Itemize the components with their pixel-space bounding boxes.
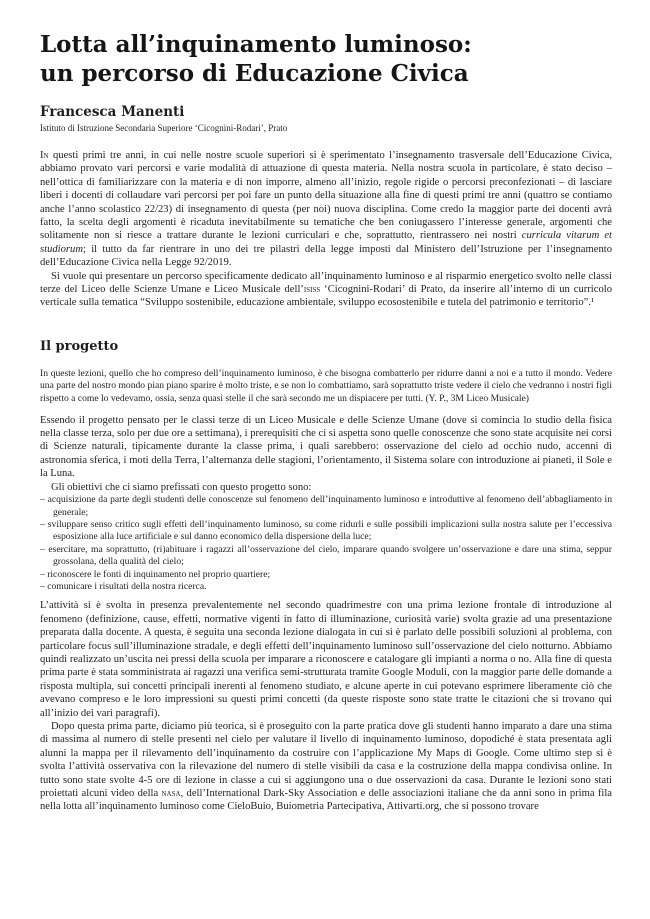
- section-heading: Il progetto: [40, 338, 119, 354]
- intro-p1-text-a: questi primi tre anni, in cui nelle nostre scuole superiori si è sperimentato l’insegnamento trasversale dell’Educazione Civica, abbiamo provato vari percorsi e varie modalità di attuazione di questa materia. Nella nostra scuola in particolare, è stato deciso – nell’ottica di familiarizzare con la materia e di non imporre, almeno all’inizio, regole rigide o percorsi preconfezionati – di lasciare liberi i docenti di collaudare vari percorsi per poi fare un punto della situazione alla fine di questi primi tre anni (quattro se contiamo anche l’anno scolastico 22/23) di insegnamento di questa (per noi) nuova disciplina. Come credo la maggior parte dei docenti avrà fatto, la scelta degli argomenti è ricaduta inevitabilmente su tematiche che ben coniugassero l’interesse generale, argomenti che solitamente non si riesce a trattare durante le lezioni curriculari e che, soprattutto, rientrassero nei nostri: [40, 150, 612, 242]
- section-p6-text-a: Dopo questa prima parte, diciamo più teorica, si è proseguito con la parte pratica dove gli studenti hanno imparato a dare una stima di massima al numero di stelle presenti nel cielo per valutare il livello di inquinamento luminoso, dopodiché è stata presentata agli alunni la mappa per il rilevamento dell’inquinamento da costruire con l’applicazione My Maps di Google. Come ultimo step si è svolta l’attività osservativa con la rilevazione del numero di stelle visibili da casa e la costruzione della mappa condivisa online. In tutto sono state svolte 4-5 ore di lezione in classe a cui si aggiungono una o due osservazioni da casa. Durante le lezioni sono stati proiettati alcuni video della: [40, 721, 612, 800]
- intro-paragraph-2: [40, 270, 612, 310]
- article-title-line2: un percorso di Educazione Civica: [40, 60, 469, 87]
- student-quote: [40, 368, 612, 406]
- intro-p1-text-b: ; il tutto da far rientrare in uno dei tre pilastri della legge imposti dal Ministero dell’Istruzione per l’insegnamento dell’Educazione Civica nella Legge 92/2019.: [40, 243, 612, 269]
- section-paragraph-5: L’attività si è svolta in presenza prevalentemente nel secondo quadrimestre con una prima lezione frontale di introduzione al fenomeno (definizione, cause, effetti, normative vigenti in fatto di illuminazione, curiosità varie) svolta grazie ad una presentazione preparata dalla docente. A questa, è seguita una seconda lezione dialogata in cui si è parlato delle possibili soluzioni al problema, con particolare focus sull’illuminazione stradale, e degli effetti dell’inquinamento luminoso sull’osservazione del cielo notturno. Abbiamo quindi realizzato un’uscita nei pressi della scuola per imparare a riconoscere e catalogare gli impianti a norma o no. Alla fine di questa prima parte è stata somministrata ai ragazzi una verifica semi-strutturata tramite Google Moduli, con la maggior parte delle domande a risposta multipla, sui concetti principali inerenti al fenomeno studiato, e alcune aperte in cui potevano esprimere liberamente ciò che avevano compreso e le loro impressioni su questi primi concetti (da queste risposte sono state tratte le citazioni che si trovano qui all’inizio dei vari paragrafi).: [40, 600, 612, 719]
- section-p6-text-b: , dell’International Dark-Sky Association e delle associazioni italiane che da anni sono in prima fila nella lotta all’inquinamento luminoso come CieloBuio, Buiometria Partecipativa, Attivarti.org, che si possono trovare: [40, 788, 612, 813]
- intro-section: [40, 149, 612, 310]
- section-paragraph-4: Gli obiettivi che ci siamo prefissati con questo progetto sono:: [51, 481, 312, 493]
- section-paragraph-3: Essendo il progetto pensato per le classi terze di un Liceo Musicale e delle Scienze Umane (dove si comincia lo studio della fisica nella classe terza, solo per due ore a settimana), i prerequisiti che ci si aspetta sono quelle conoscenze che sono state acquisite nei corsi di Scienze naturali, tipicamente durante la classe prima, i quali sarebbero: osservazione del cielo ad occhio nudo, accenni di astronomia sferica, i moti della Terra, l’alternanza delle stagioni, l’orientamento, il Sistema solare con introduzione ai pianeti, il Sole e la Luna.: [40, 414, 612, 480]
- intro-p2-text-b: ‘Cicognini-Rodari’ di Prato, da inserire all’interno di un curricolo verticale sulla tematica “Sviluppo sostenibile, educazione ambientale, sviluppo ecosostenibile e tutela del patrimonio e territorio”.¹: [40, 284, 612, 309]
- intro-p2-text-a: Si vuole qui presentare un percorso specificamente dedicato all’inquinamento luminoso e al risparmio energetico svolto nelle classi terze del Liceo delle Scienze Umane e Liceo Musicale dell’: [40, 270, 612, 296]
- section-paragraph-6: [40, 720, 612, 814]
- article-title: [40, 30, 612, 88]
- section-p6-smallcaps: nasa: [161, 788, 181, 800]
- author-name: Francesca Manenti: [40, 104, 185, 120]
- intro-paragraph-1: [40, 149, 612, 270]
- author-affiliation: Istituto di Istruzione Secondaria Superiore ‘Cicognini-Rodari’, Prato: [40, 123, 288, 133]
- quote-text: In queste lezioni, quello che ho compreso dell’inquinamento luminoso, è che bisogna combatterlo per ridurre danni a noi e a tutto il mondo. Vedere una parte del nostro mondo pian piano sparire è molto triste, e se non lo combattiamo, sarà soprattutto triste vedere il cielo che vedranno i nostri figli rispetto a come lo vedevamo, ossia, senza quasi stelle il che sarà secondo me un dispiacere per tutti. (Y. P., 3M Liceo Musicale): [40, 367, 612, 405]
- drop-cap: In: [40, 150, 49, 161]
- list-item: – comunicare i risultati della nostra ricerca.: [40, 580, 207, 592]
- list-item: – riconoscere le fonti di inquinamento nel proprio quartiere;: [40, 568, 271, 580]
- intro-p2-smallcaps: isiss: [303, 284, 321, 296]
- intro-p1-italic: curricula vitarum et studiorum: [40, 230, 612, 255]
- list-item: – acquisizione da parte degli studenti delle conoscenze sul fenomeno dell’inquinamento luminoso e introduttive al fenomeno dell’abbagliamento in generale;: [40, 494, 612, 518]
- list-item: – esercitare, ma soprattutto, (ri)abituare i ragazzi all’osservazione del cielo, imparare quando svolgere un’osservazione e dare una stima, seppur grossolana, della qualità del cielo;: [40, 543, 612, 568]
- section-body: [40, 414, 612, 814]
- article-page: [40, 30, 612, 814]
- article-title-line1: Lotta all’inquinamento luminoso:: [40, 31, 472, 58]
- objectives-list: [40, 494, 612, 593]
- list-item: – sviluppare senso critico sugli effetti dell’inquinamento luminoso, su come ridurli e sulle possibili implicazioni sulla nostra salute per l’eccessiva esposizione alla luce artificiale e sul danno economico della dispersione della luce;: [40, 518, 612, 543]
